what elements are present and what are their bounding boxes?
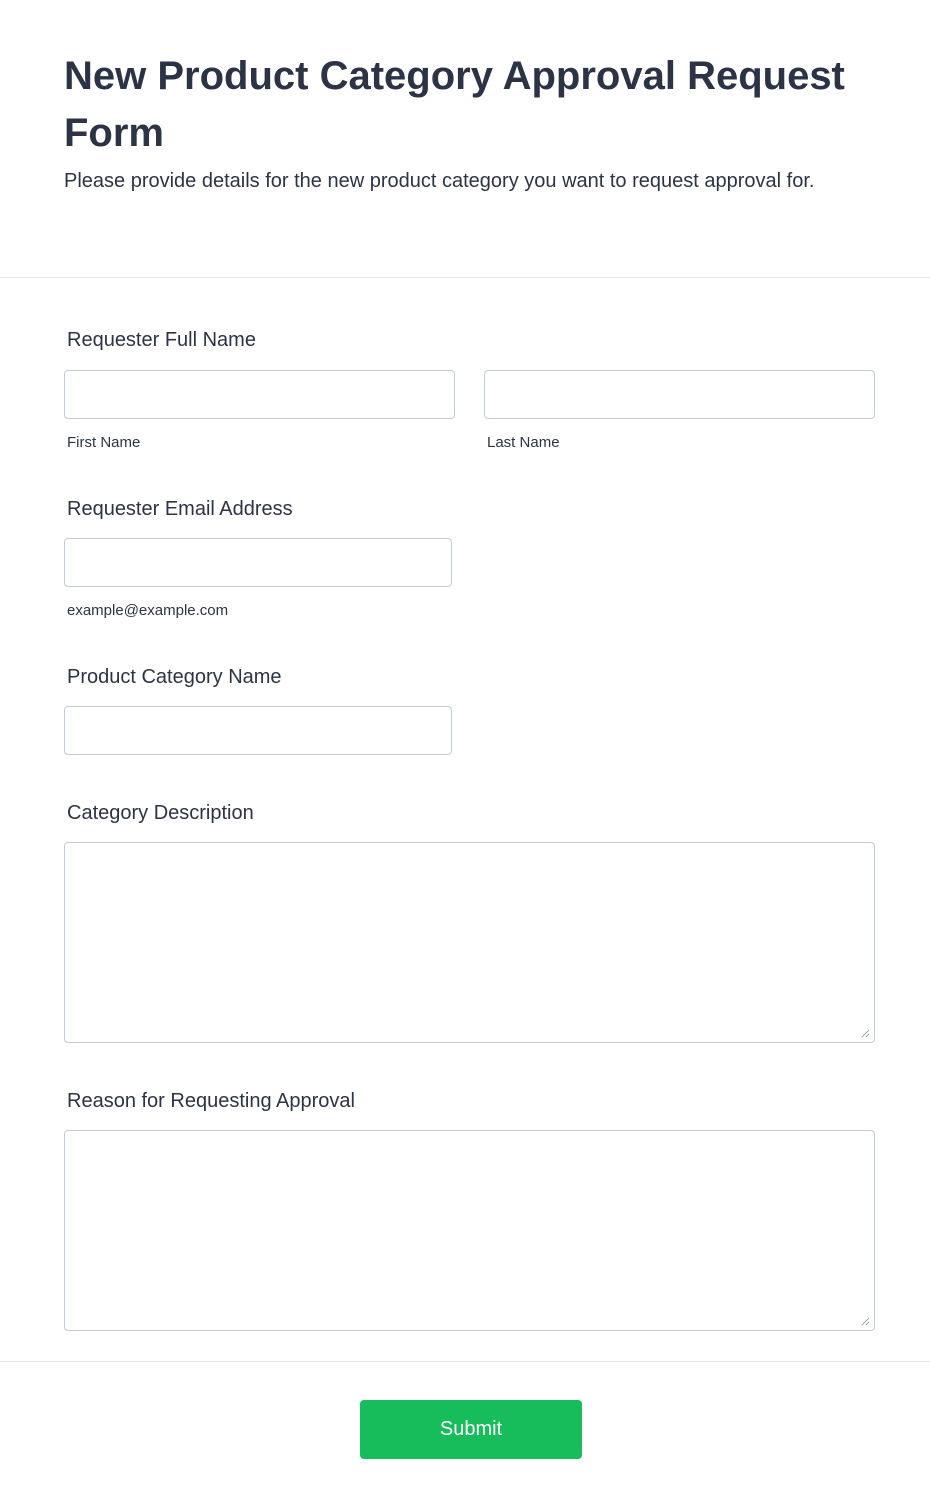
email-label: Requester Email Address	[67, 498, 293, 520]
last-name-input[interactable]	[484, 370, 875, 419]
category-name-input[interactable]	[64, 706, 452, 755]
submit-button[interactable]: Submit	[360, 1400, 582, 1459]
category-name-label: Product Category Name	[67, 666, 282, 688]
category-description-label: Category Description	[67, 802, 254, 824]
email-input[interactable]	[64, 538, 452, 587]
email-sublabel: example@example.com	[67, 602, 229, 619]
approval-reason-label: Reason for Requesting Approval	[67, 1090, 355, 1112]
last-name-sublabel: Last Name	[487, 434, 560, 451]
resize-grip-icon[interactable]	[860, 1028, 870, 1038]
footer-divider	[0, 1361, 930, 1362]
form-subtitle: Please provide details for the new product category you want to request approval for.	[64, 170, 815, 192]
first-name-input[interactable]	[64, 370, 455, 419]
form-title: New Product Category Approval Request Form	[64, 54, 845, 155]
form-header	[0, 0, 930, 278]
approval-reason-textarea[interactable]	[64, 1130, 875, 1331]
category-description-textarea[interactable]	[64, 842, 875, 1043]
full-name-label: Requester Full Name	[67, 329, 256, 351]
resize-grip-icon[interactable]	[860, 1316, 870, 1326]
first-name-sublabel: First Name	[67, 434, 141, 451]
